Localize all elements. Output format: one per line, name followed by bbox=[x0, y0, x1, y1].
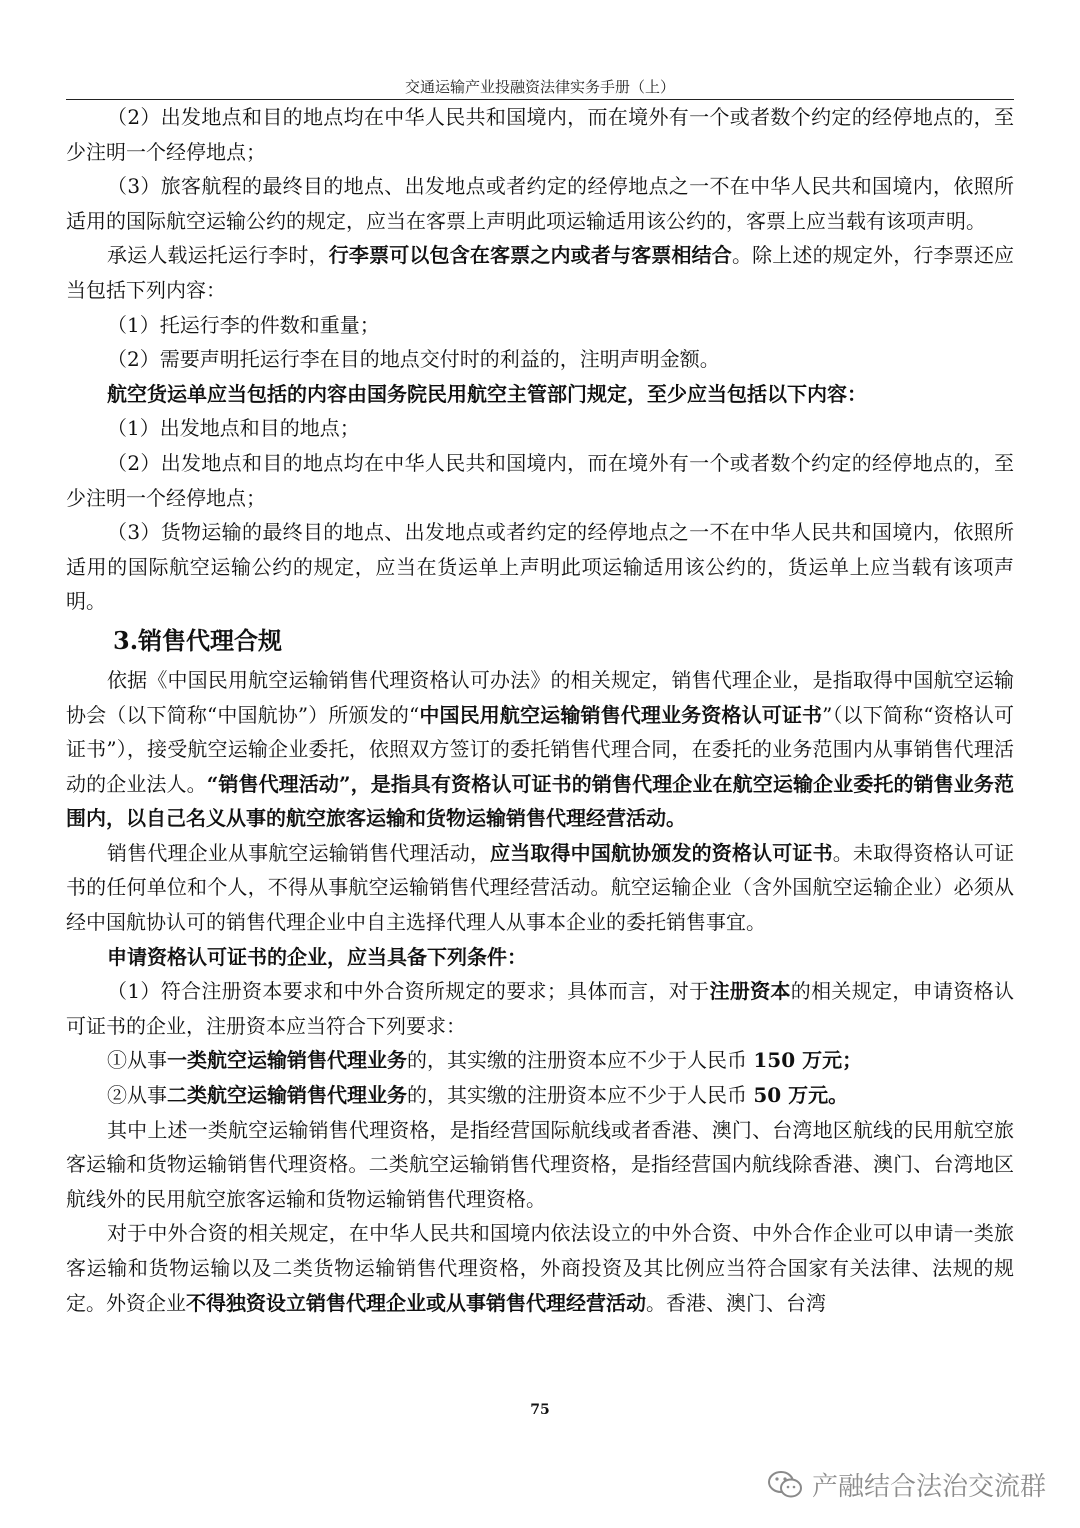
bold-text: 行李票可以包含在客票之内或者与客票相结合 bbox=[328, 243, 732, 268]
paragraph bbox=[66, 1043, 1014, 1078]
text-run: 的相关规定，申请资格认可证书的企业，注册资本应当符合下列要求： bbox=[66, 979, 1014, 1038]
bold-text: 二类航空运输销售代理业务 bbox=[167, 1083, 407, 1108]
bold-text: 注册资本 bbox=[709, 979, 791, 1004]
text-run: 。未取得资格认可证书的任何单位和个人，不得从事航空运输销售代理经营活动。航空运输企业（含外国航空运输企业）必须从经中国航协认可的销售代理企业中自主选择代理人从事本企业的委托销售事宜。 bbox=[66, 840, 1015, 935]
text-run: 依据《中国民用航空运输销售代理资格认可办法》的相关规定，销售代理企业，是指取得中国航空运输协会（以下简称“中国航协”）所颁发的“ bbox=[66, 667, 1014, 727]
bold-text: 50 万元。 bbox=[753, 1083, 849, 1108]
paragraph bbox=[66, 515, 1014, 619]
text-run: （2）需要声明托运行李在目的地点交付时的利益的，注明声明金额。 bbox=[107, 347, 720, 372]
paragraph bbox=[66, 238, 1014, 307]
watermark bbox=[766, 1466, 1046, 1503]
text-run: 的，其实缴的注册资本应不少于人民币 bbox=[407, 1048, 754, 1073]
paragraph bbox=[66, 411, 1014, 446]
bold-text: 一类航空运输销售代理业务 bbox=[167, 1048, 407, 1073]
paragraph bbox=[66, 446, 1014, 515]
paragraph bbox=[66, 377, 1014, 412]
section-heading bbox=[66, 619, 1014, 663]
text-run: 销售代理企业从事航空运输销售代理活动， bbox=[107, 840, 491, 865]
text-run: （1）出发地点和目的地点； bbox=[107, 416, 360, 441]
paragraph bbox=[66, 663, 1014, 836]
paragraph bbox=[66, 1113, 1014, 1217]
bold-text: 航空货运单应当包括的内容由国务院民用航空主管部门规定，至少应当包括以下内容： bbox=[107, 381, 867, 406]
bold-text: 不得独资设立销售代理企业或从事销售代理经营活动 bbox=[186, 1290, 646, 1315]
text-run: （2）出发地点和目的地点均在中华人民共和国境内，而在境外有一个或者数个约定的经停地点的，至少注明一个经停地点； bbox=[66, 105, 1014, 164]
wechat-icon bbox=[766, 1469, 804, 1501]
text-run: 对于中外合资的相关规定，在中华人民共和国境内依法设立的中外合资、中外合作企业可以申请一类旅客运输和货物运输以及二类货物运输销售代理资格，外商投资及其比例应当符合国家有关法律、法规的规定。外资企业 bbox=[66, 1221, 1014, 1315]
paragraph bbox=[66, 836, 1014, 940]
text-run: 承运人载运托运行李时， bbox=[107, 243, 329, 268]
paragraph bbox=[66, 974, 1014, 1043]
text-run: 的，其实缴的注册资本应不少于人民币 bbox=[407, 1083, 754, 1108]
bold-text: “销售代理活动”，是指具有资格认可证书的销售代理企业在航空运输企业委托的销售业务范围内，以自己名义从事的航空旅客运输和货物运输销售代理经营活动。 bbox=[66, 771, 1014, 831]
text-run: 。除上述的规定外，行李票还应当包括下列内容： bbox=[66, 243, 1015, 302]
text-run: 。香港、澳门、台湾 bbox=[646, 1290, 826, 1315]
text-run: （3）旅客航程的最终目的地点、出发地点或者约定的经停地点之一不在中华人民共和国境内，依照所适用的国际航空运输公约的规定，应当在客票上声明此项运输适用该公约的，客票上应当载有该项声明。 bbox=[66, 174, 1014, 233]
paragraph bbox=[66, 342, 1014, 377]
bold-text: 150 万元； bbox=[753, 1048, 863, 1073]
paragraph bbox=[66, 169, 1014, 238]
watermark-text: 产融结合法治交流群 bbox=[811, 1472, 1046, 1502]
paragraph bbox=[66, 1216, 1014, 1320]
text-run: 其中上述一类航空运输销售代理资格，是指经营国际航线或者香港、澳门、台湾地区航线的民用航空旅客运输和货物运输销售代理资格。二类航空运输销售代理资格，是指经营国内航线除香港、澳门、台湾地区航线外的民用航空旅客运输和货物运输销售代理资格。 bbox=[66, 1117, 1014, 1211]
text-run: ”（以下简称“资格认可证书”），接受航空运输企业委托，依照双方签订的委托销售代理合同，在委托的业务范围内从事销售代理活动的企业法人。 bbox=[66, 702, 1015, 796]
text-run: （2）出发地点和目的地点均在中华人民共和国境内，而在境外有一个或者数个约定的经停地点的，至少注明一个经停地点； bbox=[66, 450, 1014, 510]
bold-text: 申请资格认可证书的企业，应当具备下列条件： bbox=[107, 944, 527, 969]
text-run: （1）符合注册资本要求和中外合资所规定的要求；具体而言，对于 bbox=[107, 979, 710, 1004]
paragraph bbox=[66, 308, 1014, 343]
body-text bbox=[66, 100, 1014, 1320]
page-number: 75 bbox=[530, 1402, 550, 1418]
bold-text: 应当取得中国航协颁发的资格认可证书 bbox=[490, 840, 833, 865]
paragraph bbox=[66, 940, 1014, 975]
text-run: （1）托运行李的件数和重量； bbox=[107, 312, 380, 337]
bold-text: 中国民用航空运输销售代理业务资格认可证书 bbox=[419, 702, 823, 727]
text-run: ②从事 bbox=[107, 1083, 167, 1108]
text-run: （3）货物运输的最终目的地点、出发地点或者约定的经停地点之一不在中华人民共和国境内，依照所适用的国际航空运输公约的规定，应当在货运单上声明此项运输适用该公约的，货运单上应当载有该项声明。 bbox=[66, 520, 1014, 614]
running-header: 交通运输产业投融资法律实务手册（上） bbox=[404, 78, 675, 96]
paragraph bbox=[66, 100, 1014, 169]
text-run: ①从事 bbox=[107, 1048, 167, 1073]
text-run: 3.销售代理合规 bbox=[113, 625, 283, 655]
paragraph bbox=[66, 1078, 1014, 1113]
